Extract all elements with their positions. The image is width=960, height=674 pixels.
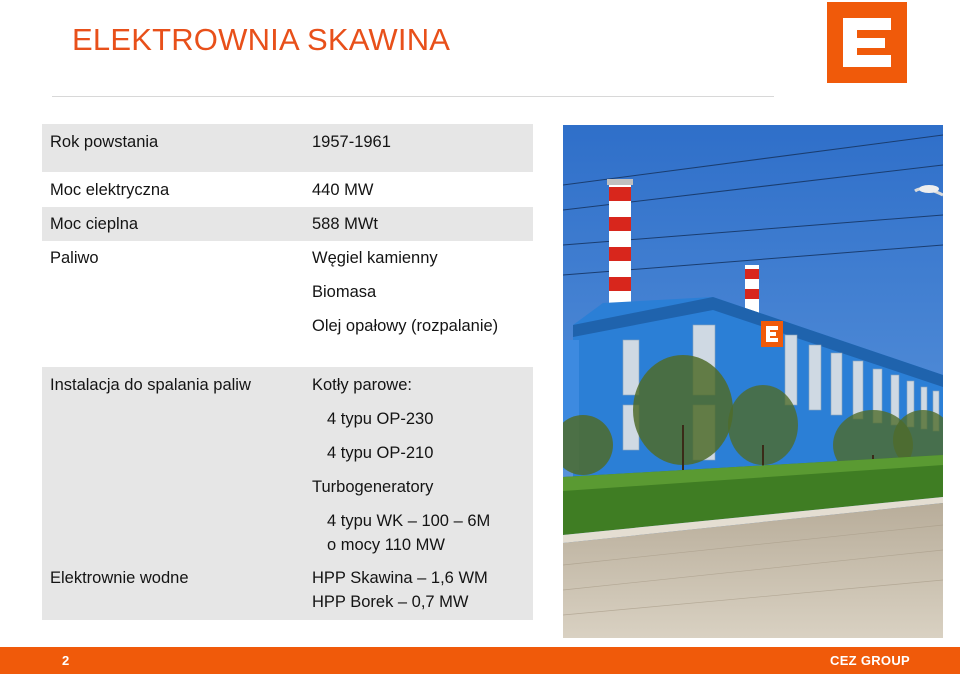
row-value: HPP Borek – 0,7 MW [312, 593, 469, 611]
row-value: Turbogeneratory [312, 478, 434, 496]
footer-bar [0, 647, 960, 674]
info-table [42, 124, 533, 620]
row-label-hydro: Elektrownie wodne [50, 569, 189, 587]
row-value: Biomasa [312, 283, 377, 301]
row-value: o mocy 110 MW [327, 536, 445, 554]
row-value: Węgiel kamienny [312, 249, 438, 267]
row-value: Kotły parowe: [312, 376, 412, 394]
table-band [42, 367, 533, 560]
title-divider [52, 96, 774, 97]
row-value: 4 typu OP-210 [327, 444, 434, 462]
page-number: 2 [62, 653, 70, 668]
row-label-fuel: Paliwo [50, 249, 99, 267]
row-label-year: Rok powstania [50, 133, 159, 151]
row-value: 4 typu WK – 100 – 6M [327, 512, 491, 530]
row-label-electric-power: Moc elektryczna [50, 181, 170, 199]
row-value: Olej opałowy (rozpalanie) [312, 317, 499, 335]
row-label-heat-power: Moc cieplna [50, 215, 139, 233]
row-value: HPP Skawina – 1,6 WM [312, 569, 488, 587]
cez-logo-icon [827, 2, 907, 83]
footer-brand: CEZ GROUP [830, 653, 910, 668]
row-value: 588 MWt [312, 215, 379, 233]
row-value: 4 typu OP-230 [327, 410, 434, 428]
row-value: 440 MW [312, 181, 374, 199]
row-label-combustion: Instalacja do spalania paliw [50, 376, 251, 394]
power-plant-photo [563, 125, 943, 638]
slide-title: ELEKTROWNIA SKAWINA [72, 22, 451, 57]
row-value: 1957-1961 [312, 133, 391, 151]
